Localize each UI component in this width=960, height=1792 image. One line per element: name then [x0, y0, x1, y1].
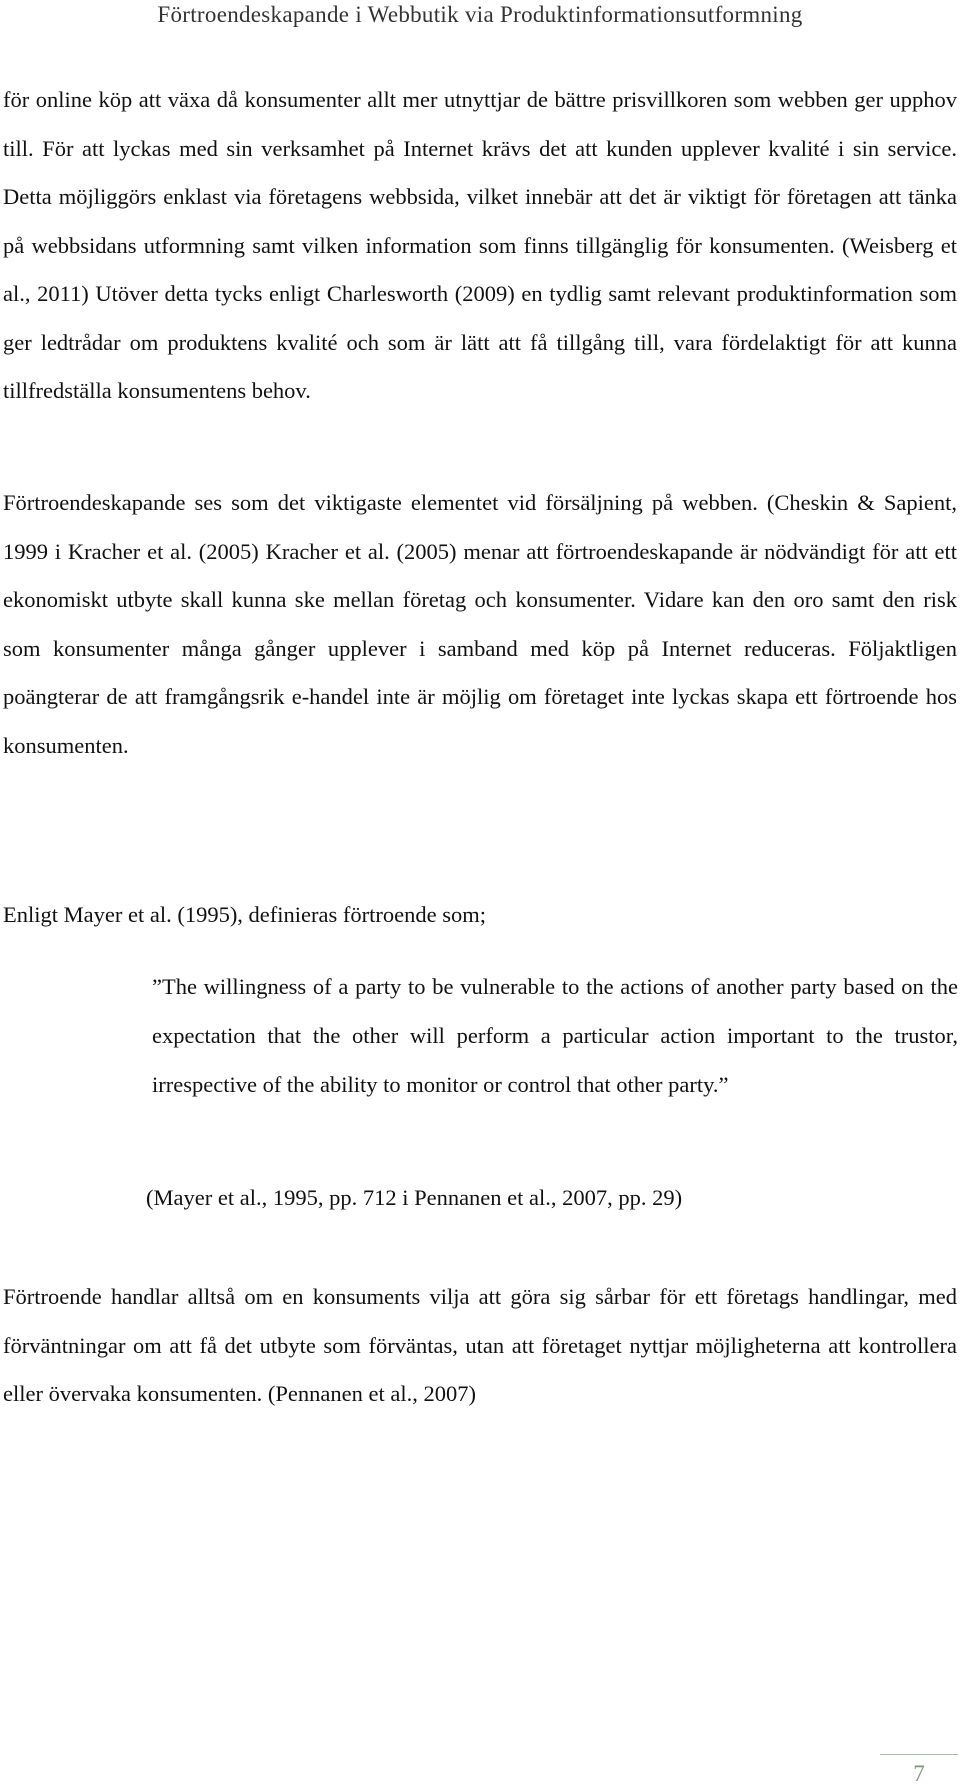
running-header: Förtroendeskapande i Webbutik via Produktinformationsutformning: [157, 2, 803, 27]
quote-intro: Enligt Mayer et al. (1995), definieras förtroende som;: [3, 902, 486, 927]
body-paragraph: för online köp att växa då konsumenter allt mer utnyttjar de bättre prisvillkoren som webben ger upphov till. För att lyckas med sin verksamhet på Internet krävs det att kunden upplever kvalité i sin service. Detta möjliggörs enklast via företagens webbsida, vilket innebär att det är viktigt för företagen att tänka på webbsidans utformning samt vilken information som finns tillgänglig för konsumenten. (Weisberg et al., 2011) Utöver detta tycks enligt Charlesworth (2009) en tydlig samt relevant produktinformation som ger ledtrådar om produktens kvalité och som är lätt att få tillgång till, vara fördelaktigt för att kunna tillfredställa konsumentens behov.: [3, 87, 957, 403]
body-paragraph: Förtroende handlar alltså om en konsuments vilja att göra sig sårbar för ett företags handlingar, med förväntningar om att få det utbyte som förväntas, utan att företaget nyttjar möjligheterna att kontrollera eller övervaka konsumenten. (Pennanen et al., 2007): [3, 1284, 957, 1406]
footer-rule: [880, 1754, 958, 1755]
page-number: 7: [913, 1761, 925, 1786]
quote-citation: (Mayer et al., 1995, pp. 712 i Pennanen et al., 2007, pp. 29): [146, 1185, 683, 1210]
block-quote: ”The willingness of a party to be vulnerable to the actions of another party based on the expectation that the other will perform a particular action important to the trustor, irrespective of the ability to monitor or control that other party.”: [152, 974, 958, 1097]
body-paragraph: Förtroendeskapande ses som det viktigaste elementet vid försäljning på webben. (Cheskin & Sapient, 1999 i Kracher et al. (2005) Kracher et al. (2005) menar att förtroendeskapande är nödvändigt för att ett ekonomiskt utbyte skall kunna ske mellan företag och konsumenter. Vidare kan den oro samt den risk som konsumenter många gånger upplever i samband med köp på Internet reduceras. Följaktligen poängterar de att framgångsrik e-handel inte är möjlig om företaget inte lyckas skapa ett förtroende hos konsumenten.: [3, 490, 957, 758]
